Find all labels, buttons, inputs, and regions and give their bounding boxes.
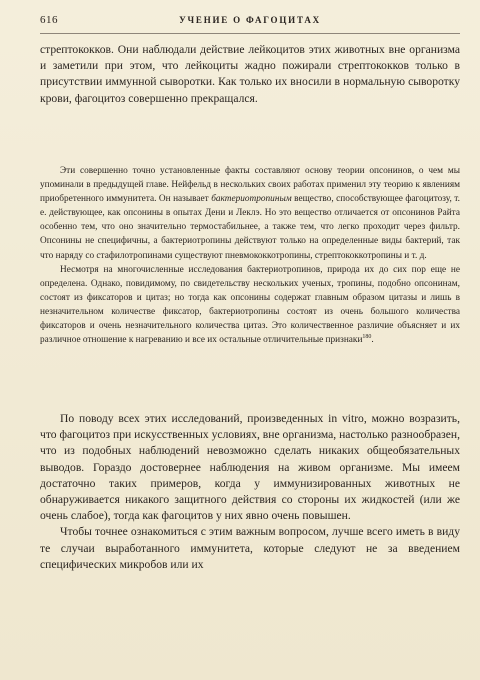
small-paragraph-2-text: Несмотря на многочисленные исследования бактериотропинов, природа их до сих пор еще не определена. Однако, повидимому, по свидетельству нескольких ученых, тропины, подобно опсонинам, состоят из фиксаторов и цитаз; но тогда как опсонины содержат главным образом цитазы и лишь в незначительном количестве фиксатор, бактериотропины состоят из очень большого количества фиксаторов и очень незначительного количества цитаз. Это количественное различие объясняет и их различное отношение к нагреванию и все их остальные отличительные признаки xyxy=(40,264,460,346)
top-paragraph: стрептококков. Они наблюдали действие лейкоцитов этих животных вне организма и заметили при этом, что лейкоциты жадно пожирали стрептококков только в присутствии иммунной сыворотки. Как только их вносили в нормальную сыворотку крови, фагоцитоз совершенно прекращался. xyxy=(40,43,460,105)
small-print-block xyxy=(40,164,460,347)
header-rule xyxy=(40,33,460,34)
top-paragraph-block xyxy=(40,42,460,107)
running-title: УЧЕНИЕ О ФАГОЦИТАХ xyxy=(179,15,321,25)
small-paragraph-2-end: . xyxy=(371,335,374,346)
footnote-marker: 180 xyxy=(362,334,372,341)
bottom-paragraph-1: По поводу всех этих исследований, произведенных in vitro, можно возразить, что фагоцитоз при искусственных условиях, вне организма, настолько разнообразен, что из подобных наблюдений невозможно сделать никаких общеобязательных выводов. Гораздо достовернее наблюдения на живом организме. Мы имеем достаточно таких примеров, когда у иммунизированных животных не обнаруживается никакого защитного действия со стороны их жидкостей (или же очень слабое), тогда как фагоцитов у них явно очень повышен. xyxy=(40,412,460,523)
bottom-paragraph-2: Чтобы точнее ознакомиться с этим важным вопросом, лучше всего иметь в виду те случаи выработанного иммунитета, которые следуют не за введением специфических микробов или их xyxy=(40,525,460,571)
page-header xyxy=(40,14,460,32)
page-number: 616 xyxy=(40,14,58,26)
small-paragraph-2 xyxy=(40,263,460,348)
small-paragraph-1-text-b: вещество, способствующее фагоцитозу, т. е. действующее, как опсонины в опытах Дени и Леклэ. Но это вещество отличается от опсонинов Райта особенно тем, что оно значительно термостабильнее, а также тем, что легко проходит через фильтр. Опсонины не специфичны, а бактериотропины действуют только на определенные виды бактерий, так что наряду со стафилотропинами существуют пневмококкотропины, стрептококкотропины и т. д. xyxy=(40,194,460,261)
bottom-text-block xyxy=(40,411,460,573)
small-paragraph-1-italic-term: бактериотропиным xyxy=(211,194,292,205)
small-paragraph-1 xyxy=(40,164,460,263)
small-paragraph-1-text-a: Эти совершенно точно установленные факты составляют основу теории опсонинов, о чем мы упоминали в предыдущей главе. Нейфельд в нескольких своих работах применил эту теорию к явлениям приобретенного иммунитета. Он называет xyxy=(40,166,460,205)
